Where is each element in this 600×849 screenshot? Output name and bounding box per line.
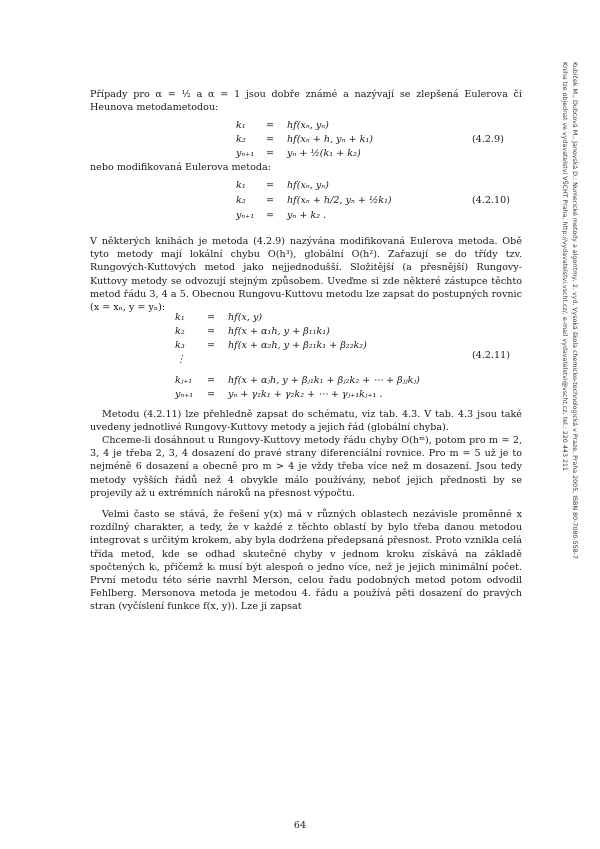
equation-rhs: hf(x + α₂h, y + β₂₁k₁ + β₂₂k₂) <box>228 340 367 351</box>
equation-rhs: yₙ + ½(k₁ + k₂) <box>287 148 361 159</box>
paragraph-order-of-error: Chceme-li dosáhnout u Rungovy-Kuttovy metody řádu chyby O(hᵐ), potom pro m = 2, 3, 4 je třeba 2, 3, 4 dosazení do pravé strany diferenciální rovnice. Pro m = 5 už je to nejméně 6 dosazení a obecně pro m > 4 je vždy třeba více než m dosazení. Jsou tedy metody vyšších řádů než 4 obvykle málo používány, neboť jejich přednosti by se projevily až u extrémních nároků na přesnost výpočtu. <box>90 435 522 499</box>
equation-relation: = <box>266 195 275 206</box>
paragraph-heun-intro: Případy pro α = ½ a α = 1 jsou dobře známé a nazývají se zlepšená Eulerova či Heunova metodametodou: <box>90 89 522 114</box>
equation-lhs: yₙ₊₁ <box>236 210 255 221</box>
equation-relation: = <box>266 180 275 191</box>
paragraph-scheme-table: Metodu (4.2.11) lze přehledně zapsat do schématu, viz tab. 4.3. V tab. 4.3 jsou také uvedeny jednotlivé Rungovy-Kuttovy metody a jejich řád (globální chyba). <box>90 409 522 434</box>
equation-lhs: k₁ <box>175 312 185 323</box>
equation-relation: = <box>266 210 275 221</box>
side-citation-line: Kniha lze objednat ve vydavatelství VŠCHT Praha, http://vydavatelstvi.vscht.cz/, e-mail vydavatelstvi@vscht.cz, tel.: 220 443 211 <box>561 62 568 471</box>
paragraph-modified-euler: nebo modifikovaná Eulerova metoda: <box>90 162 271 173</box>
equation-lhs: k₁ <box>236 120 246 131</box>
equation-rhs: hf(x + α₁h, y + β₁₁k₁) <box>228 326 330 337</box>
page-number: 64 <box>293 820 307 831</box>
paragraph-runge-kutta-intro: V některých knihách je metoda (4.2.9) nazývána modifikovaná Eulerova metoda. Obě tyto metody mají lokální chybu O(h³), globální O(h²). Zařazují se do třídy tzv. Rungových-Kuttových metod jako nejjednodušší. Složitější (a přesnější) Rungovy-Kuttovy metody se odvozují stejným způsobem. Uveďme si zde některé zástupce těchto metod řádu 3, 4 a 5. Obecnou Rungovu-Kuttovu metodu lze zapsat do postupných rovnic (x = xₙ, y = yₙ): <box>90 236 522 314</box>
equation-rhs: yₙ + γ₁k₁ + γ₂k₂ + ⋯ + γⱼ₊₁kⱼ₊₁ . <box>228 389 383 400</box>
equation-relation: = <box>207 375 216 386</box>
equation-lhs: k₃ <box>175 340 185 351</box>
equation-rhs: hf(x, y) <box>228 312 263 323</box>
paragraph-step-control: Velmi často se stává, že řešení y(x) má v různých oblastech nezávisle proměnné x rozdílný charakter, a tedy, že v každé z těchto oblastí by bylo třeba danou metodou integrovat s určitým krokem, aby byla dodržena předepsaná přesnost. Proto vznikla celá třída metod, kde se odhad skutečné chyby v jednom kroku získává na základě spočtených kᵢ, přičemž kᵢ musí být alespoň o jedno více, než je jejich minimální počet. První metodu této série navrhl Merson, celou řadu podobných metod potom odvodil Fehlberg. Mersonova metoda je metodou 4. řádu a používá pěti dosazení do pravých stran (vyčíslení funkce f(x, y)). Lze ji zapsat <box>90 509 522 613</box>
equation-rhs: hf(xₙ + h, yₙ + k₁) <box>287 134 374 145</box>
equation-number: (4.2.10) <box>472 195 511 206</box>
equation-rhs: hf(xₙ, yₙ) <box>287 120 329 131</box>
equation-relation: = <box>266 148 275 159</box>
equation-lhs: k₁ <box>236 180 246 191</box>
equation-relation: = <box>207 326 216 337</box>
equation-number: (4.2.11) <box>472 350 511 361</box>
equation-relation: = <box>207 312 216 323</box>
equation-rhs: hf(x + αⱼh, y + βⱼ₁k₁ + βⱼ₂k₂ + ⋯ + βⱼⱼkⱼ) <box>228 375 420 386</box>
equation-lhs: k₂ <box>236 134 246 145</box>
equation-relation: = <box>207 389 216 400</box>
equation-vertical-ellipsis: ⋮ <box>176 354 186 365</box>
side-citation-line: Kubíček M., Dubcová M., Janovská D.: Numerické metody a algoritmy, 2. vyd. Vysoká škola chemicko-technologická v Praze, Praha 2005, ISBN 80-7080-558-7 <box>571 62 578 559</box>
equation-lhs: k₂ <box>175 326 185 337</box>
equation-rhs: hf(xₙ + h/2, yₙ + ½k₁) <box>287 195 392 206</box>
equation-relation: = <box>207 340 216 351</box>
equation-lhs: yₙ₊₁ <box>175 389 194 400</box>
equation-relation: = <box>266 120 275 131</box>
equation-lhs: yₙ₊₁ <box>236 148 255 159</box>
side-citation <box>560 62 584 602</box>
equation-lhs: k₂ <box>236 195 246 206</box>
equation-rhs: yₙ + k₂ . <box>287 210 327 221</box>
equation-rhs: hf(xₙ, yₙ) <box>287 180 329 191</box>
equation-lhs: kⱼ₊₁ <box>175 375 193 386</box>
equation-number: (4.2.9) <box>472 134 504 145</box>
equation-relation: = <box>266 134 275 145</box>
